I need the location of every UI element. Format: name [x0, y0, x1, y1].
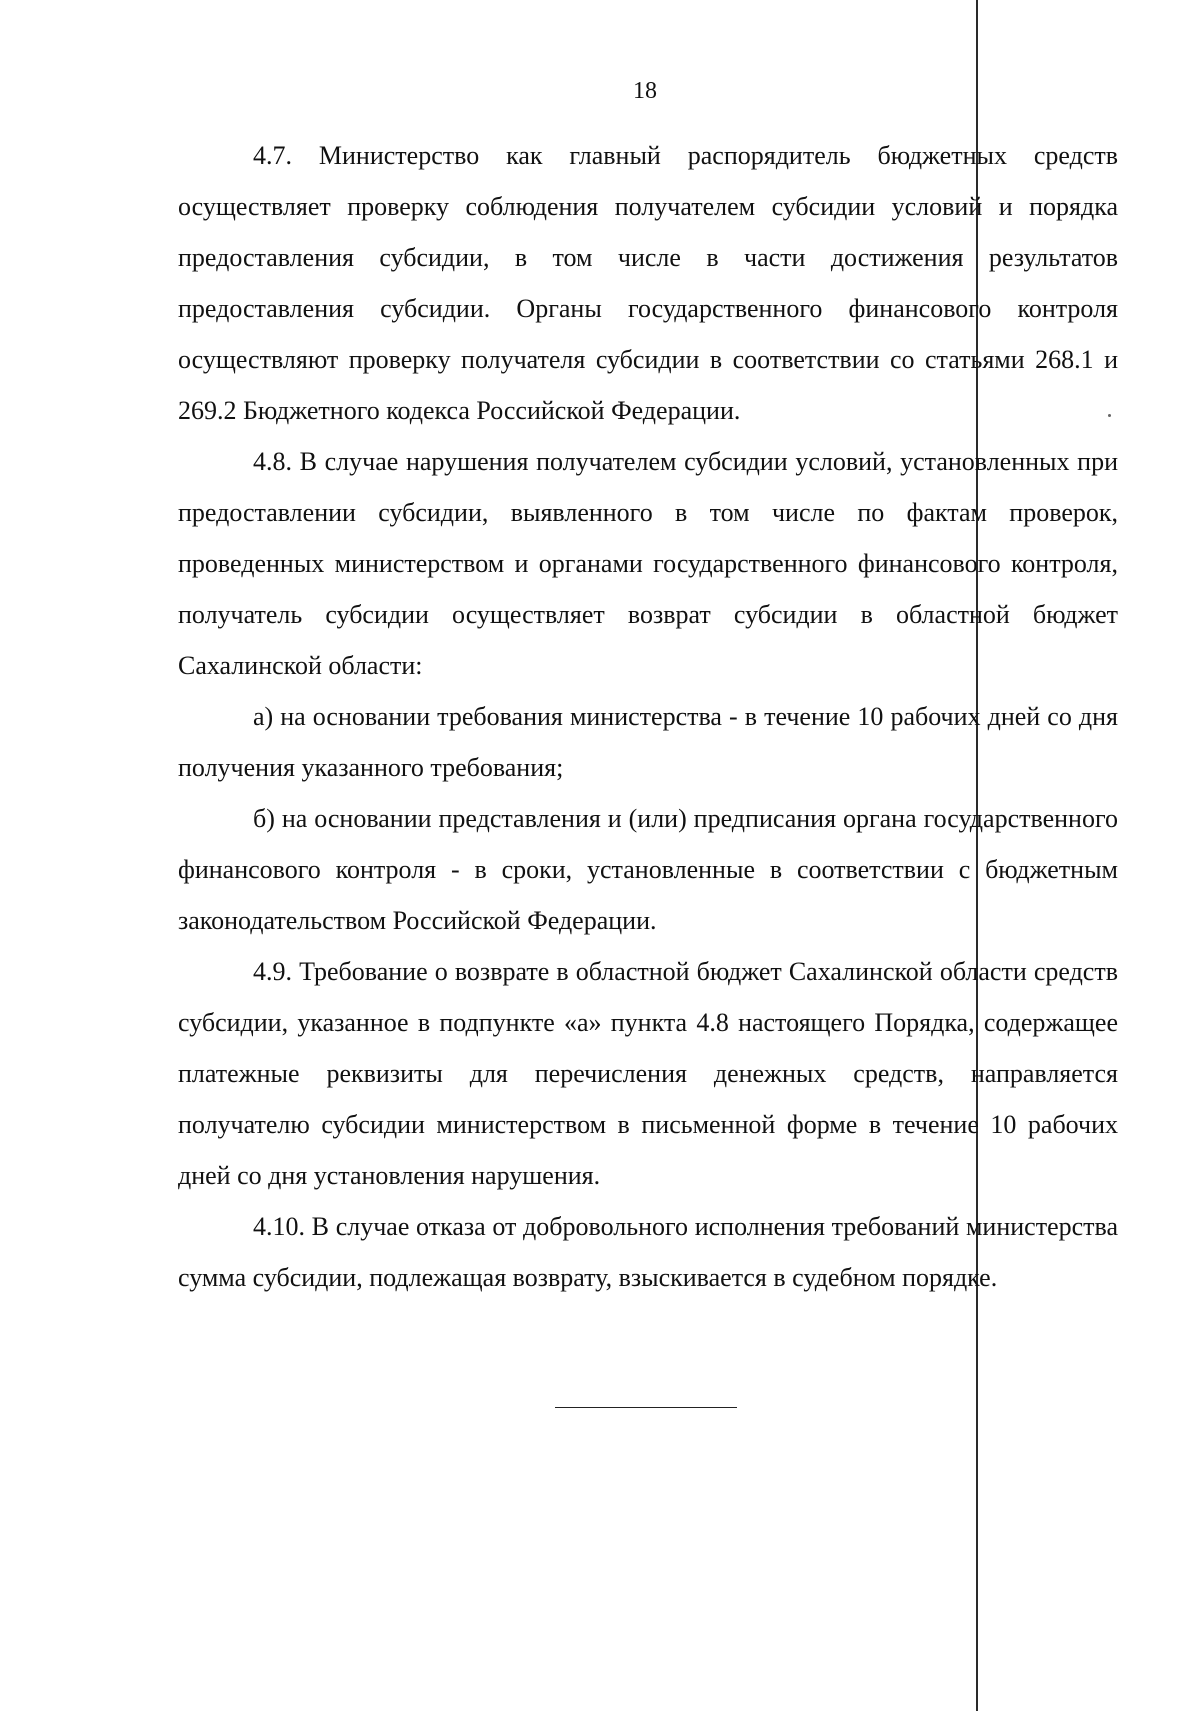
paragraph-4-10: 4.10. В случае отказа от добровольного исполнения требований министерства сумма субсидии, подлежащая возврату, взыскивается в судебном порядке.	[178, 1212, 1118, 1292]
subparagraph-a: а) на основании требования министерства - в течение 10 рабочих дней со дня получения указанного требования;	[178, 702, 1118, 782]
paragraph-4-7: 4.7. Министерство как главный распорядитель бюджетных средств осуществляет проверку соблюдения получателем субсидии условий и порядка предоставления субсидии, в том числе в части достижения результатов предоставления субсидии. Органы государственного финансового контроля осуществляют проверку получателя субсидии в соответствии со статьями 268.1 и 269.2 Бюджетного кодекса Российской Федерации.	[178, 141, 1118, 425]
end-separator-line	[555, 1407, 737, 1408]
paragraph-4-9: 4.9. Требование о возврате в областной бюджет Сахалинской области средств субсидии, указанное в подпункте «а» пункта 4.8 настоящего Порядка, содержащее платежные реквизиты для перечисления денежных средств, направляется получателю субсидии министерством в письменной форме в течение 10 рабочих дней со дня установления нарушения.	[178, 957, 1118, 1190]
page-number: 18	[633, 78, 657, 104]
document-body	[178, 130, 1118, 1303]
subparagraph-b: б) на основании представления и (или) предписания органа государственного финансового контроля - в сроки, установленные в соответствии с бюджетным законодательством Российской Федерации.	[178, 804, 1118, 935]
paragraph-4-8: 4.8. В случае нарушения получателем субсидии условий, установленных при предоставлении субсидии, выявленного в том числе по фактам проверок, проведенных министерством и органами государственного финансового контроля, получатель субсидии осуществляет возврат субсидии в областной бюджет Сахалинской области:	[178, 447, 1118, 680]
